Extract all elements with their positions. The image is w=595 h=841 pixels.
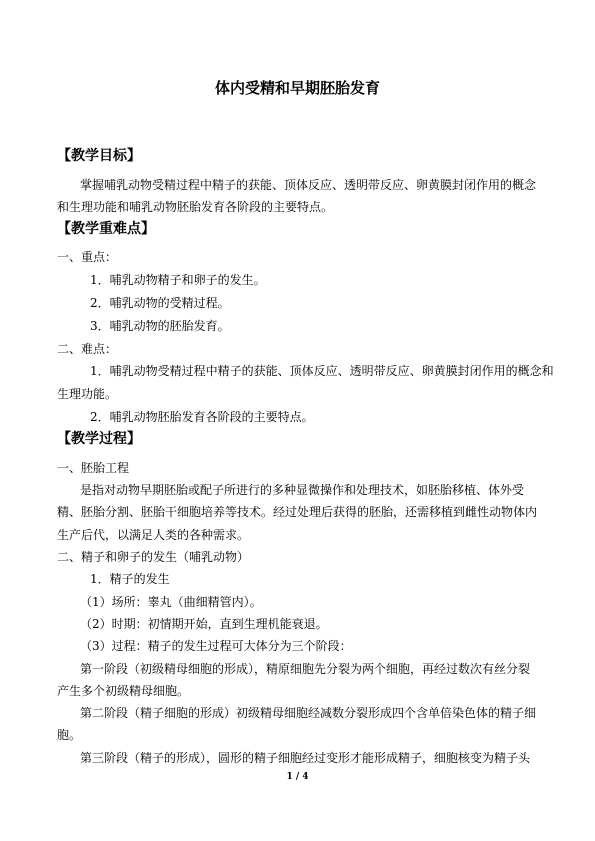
page-number: 1 / 4 [286, 772, 309, 782]
stage1-line-1: 第一阶段（初级精母细胞的形成），精原细胞先分裂为两个细胞，再经过数次有丝分裂 [80, 662, 531, 676]
focus-item-1: 1．哺乳动物精子和卵子的发生。 [90, 273, 266, 287]
difficulty-item-1: 1．哺乳动物受精过程中精子的获能、顶体反应、透明带反应、卵黄膜封闭作用的概念和 [90, 364, 554, 378]
focus-label: 一、重点： [57, 250, 118, 264]
process-sub-1: 1．精子的发生 [90, 572, 170, 586]
process-p1-line-3: 生产后代，以满足人类的各种需求。 [57, 528, 250, 542]
focus-item-2: 2．哺乳动物的受精过程。 [90, 296, 230, 310]
objectives-line-2: 和生理功能和哺乳动物胚胎发育各阶段的主要特点。 [57, 200, 334, 214]
difficulty-item-1-cont: 生理功能。 [57, 387, 118, 401]
stage1-line-2: 产生多个初级精母细胞。 [57, 684, 190, 698]
page-title: 体内受精和早期胚胎发育 [214, 79, 380, 97]
stage2-line-2: 胞。 [57, 728, 82, 742]
process-item-1: （1）场所：睾丸（曲细精管内）。 [80, 595, 262, 609]
objectives-line-1: 掌握哺乳动物受精过程中精子的获能、顶体反应、透明带反应、卵黄膜封闭作用的概念 [80, 178, 537, 192]
process-p1-line-1: 是指对动物早期胚胎或配子所进行的多种显微操作和处理技术，如胚胎移植、体外受 [80, 483, 525, 497]
process-p1-line-2: 精、胚胎分割、胚胎干细胞培养等技术。经过处理后获得的胚胎，还需移植到雌性动物体内 [57, 505, 538, 519]
difficulty-label: 二、难点： [57, 342, 118, 356]
section-heading-process: 【教学过程】 [57, 431, 141, 447]
process-heading-1: 一、胚胎工程 [57, 461, 130, 475]
difficulty-item-2: 2．哺乳动物胚胎发育各阶段的主要特点。 [90, 410, 314, 424]
stage3-line-1: 第三阶段（精子的形成），圆形的精子细胞经过变形才能形成精子，细胞核变为精子头 [80, 751, 531, 765]
process-item-2: （2）时期：初情期开始，直到生理机能衰退。 [80, 617, 328, 631]
stage2-line-1: 第二阶段（精子细胞的形成）初级精母细胞经减数分裂形成四个含单倍染色体的精子细 [80, 706, 537, 720]
process-item-3: （3）过程：精子的发生过程可大体分为三个阶段： [80, 639, 352, 653]
process-heading-2: 二、精子和卵子的发生（哺乳动物） [57, 550, 250, 564]
focus-item-3: 3．哺乳动物的胚胎发育。 [90, 319, 230, 333]
section-heading-key-points: 【教学重难点】 [57, 221, 155, 237]
section-heading-objectives: 【教学目标】 [57, 148, 141, 164]
